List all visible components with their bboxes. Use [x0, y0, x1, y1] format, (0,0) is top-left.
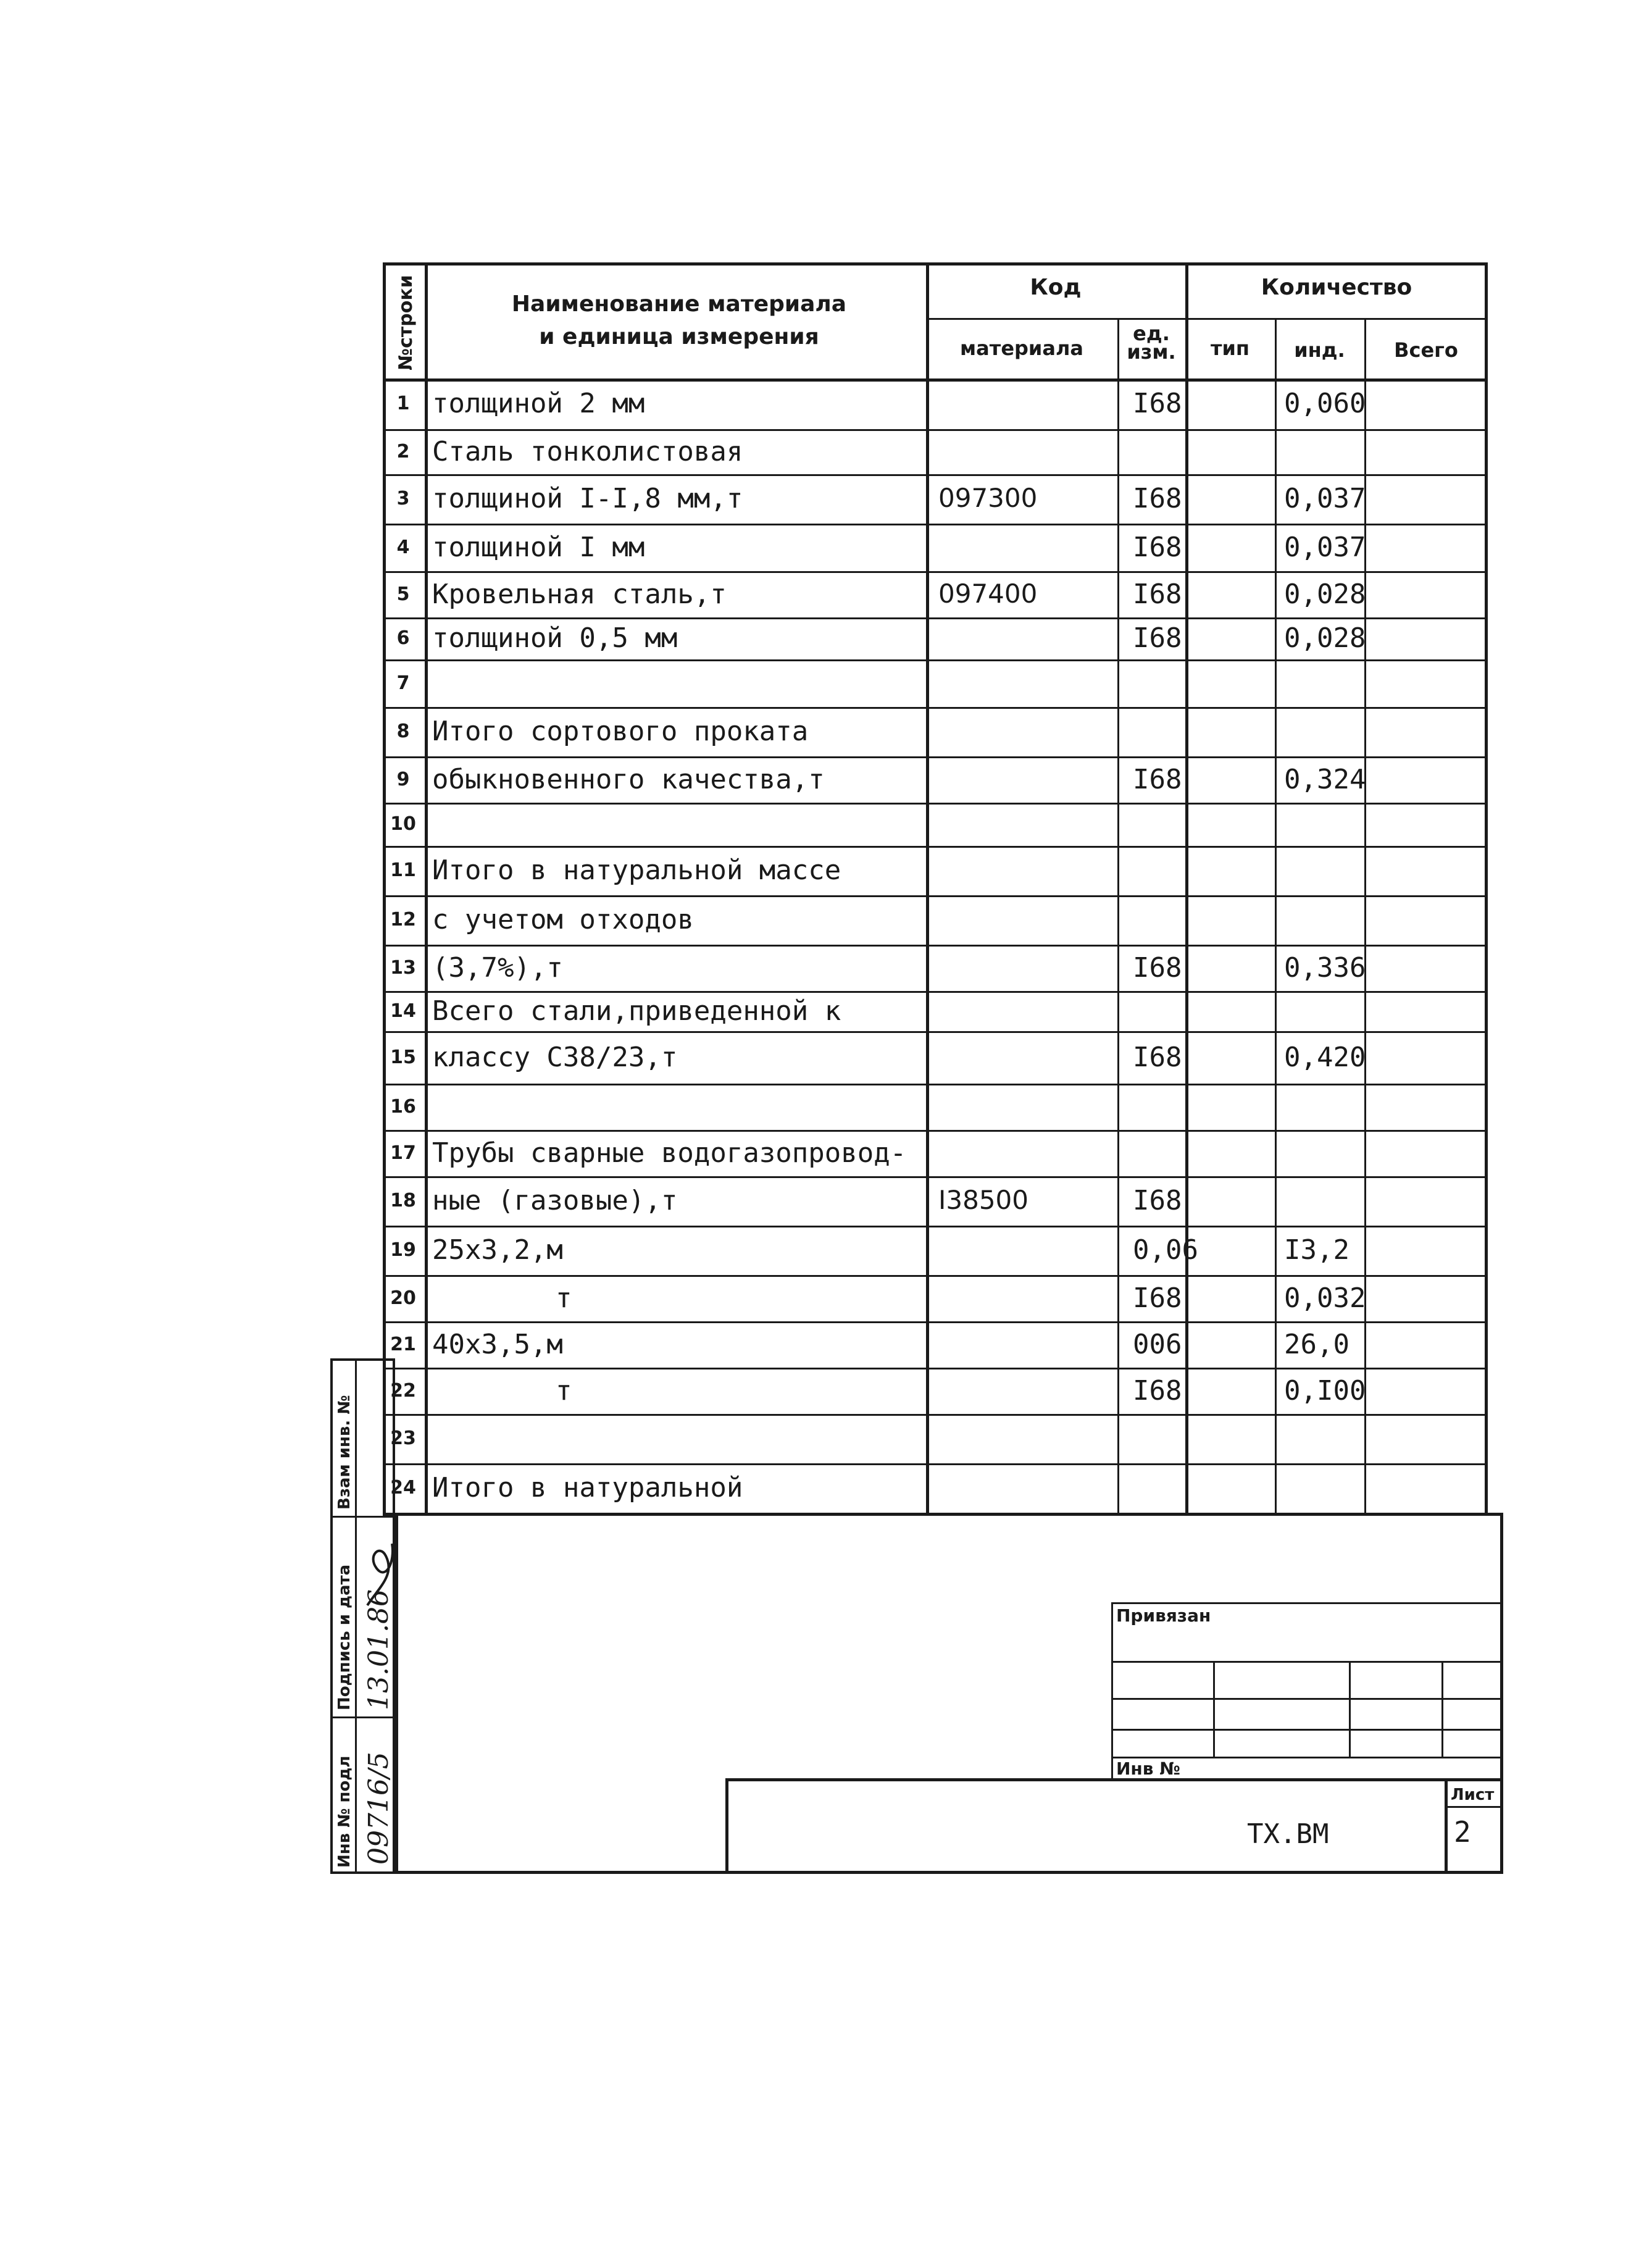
doc-code: ТХ.ВМ [1247, 1818, 1329, 1850]
unit-code: I68 [1133, 951, 1182, 984]
unit-code: 006 [1133, 1328, 1182, 1360]
signature-mark [361, 1537, 398, 1612]
row-separator [383, 474, 1488, 476]
row-separator [383, 991, 1488, 993]
sheet-label-line [1445, 1806, 1503, 1808]
qty-ind: 0,060 [1284, 388, 1366, 419]
qty-ind: 0,032 [1284, 1282, 1366, 1314]
material-name: т [556, 1374, 572, 1407]
row-number: 4 [396, 536, 410, 558]
material-name: толщиной I мм [432, 531, 645, 563]
privyazan-col-2 [1349, 1661, 1351, 1757]
row-number: 19 [390, 1239, 416, 1261]
title-block-sheet-left [1445, 1778, 1448, 1874]
material-name: Итого сортового проката [432, 716, 809, 747]
inv-value-handwritten: 09716/5 [363, 1752, 394, 1865]
row-number: 6 [396, 627, 410, 649]
row-separator [383, 1414, 1488, 1416]
title-block-frame [395, 1513, 1503, 1874]
row-separator [383, 1130, 1488, 1132]
material-name: толщиной 0,5 мм [432, 622, 678, 654]
name-header-line2: и единица измерения [539, 324, 819, 349]
row-number: 1 [396, 393, 410, 414]
row-number: 23 [390, 1428, 416, 1449]
title-block-top-split [1111, 1602, 1503, 1604]
row-separator [383, 1321, 1488, 1323]
row-separator [383, 1084, 1488, 1085]
row-number: 24 [390, 1477, 416, 1499]
material-name: обыкновенного качества,т [432, 763, 825, 795]
material-name: Кровельная сталь,т [432, 578, 727, 610]
material-name: 40х3,5,м [432, 1328, 563, 1360]
qty-ind-header: инд. [1294, 338, 1345, 362]
qty-ind: 0,324 [1284, 763, 1366, 795]
material-name: Сталь тонколистовая [432, 435, 743, 467]
row-separator [383, 1031, 1488, 1033]
material-code: 097400 [938, 578, 1038, 609]
qty-ind: 0,028 [1284, 622, 1366, 654]
unit-code: I68 [1133, 1374, 1182, 1407]
row-separator [383, 945, 1488, 947]
side-stamp-line-1 [330, 1516, 395, 1518]
row-number: 16 [390, 1095, 416, 1118]
row-number: 13 [390, 956, 416, 979]
unit-code: I68 [1133, 1041, 1182, 1073]
row-separator [383, 429, 1488, 431]
qty-ind: 0,037 [1284, 483, 1366, 514]
qty-ind: I3,2 [1284, 1234, 1350, 1266]
qty-ind: 26,0 [1284, 1328, 1350, 1360]
quantity-header: Количество [1261, 275, 1412, 300]
row-separator [383, 1275, 1488, 1277]
privyazan-row-1 [1111, 1661, 1503, 1663]
row-number: 17 [390, 1142, 416, 1164]
row-number: 15 [390, 1046, 416, 1068]
title-block-doc-left [725, 1778, 728, 1874]
header-bottom-line [383, 378, 1488, 382]
row-number: 11 [390, 859, 416, 881]
code-material-header: материала [960, 337, 1083, 360]
qty-ind: 0,420 [1284, 1041, 1366, 1073]
code-header: Код [1030, 275, 1082, 300]
privyazan-row-2 [1111, 1698, 1503, 1700]
unit-code: I68 [1133, 388, 1182, 419]
unit-code: I68 [1133, 763, 1182, 795]
material-name: Трубы сварные водогазопровод- [432, 1137, 907, 1169]
row-number: 21 [390, 1333, 416, 1355]
unit-code: I68 [1133, 578, 1182, 610]
row-separator [383, 571, 1488, 573]
replaced-inv-label: Взам инв. № [335, 1395, 354, 1510]
qty-ind: 0,I00 [1284, 1374, 1366, 1407]
col-line-name [926, 262, 929, 1516]
col-line-rownum [425, 262, 428, 1516]
row-number: 5 [396, 583, 410, 605]
row-number: 18 [390, 1190, 416, 1211]
row-number: 20 [390, 1287, 416, 1309]
material-code: I38500 [938, 1185, 1028, 1215]
row-separator [383, 895, 1488, 897]
qty-ind: 0,028 [1284, 578, 1366, 610]
inv-orig-label: Инв № подл [335, 1755, 354, 1868]
privyazan-col-3 [1441, 1661, 1443, 1757]
row-separator [383, 803, 1488, 805]
header-mid-line [926, 318, 1488, 320]
title-block-left-edge [1111, 1602, 1113, 1781]
row-separator [383, 756, 1488, 758]
row-number: 10 [390, 813, 416, 835]
sheet-number: 2 [1454, 1815, 1471, 1849]
qty-total-header: Всего [1394, 338, 1458, 362]
row-number: 2 [396, 440, 410, 462]
unit-code: 0,06 [1133, 1234, 1198, 1266]
privyazan-label: Привязан [1116, 1605, 1211, 1626]
material-name: толщиной I-I,8 мм,т [432, 483, 743, 514]
col-line-unit [1185, 262, 1188, 1516]
row-separator [383, 1463, 1488, 1465]
sheet-label: Лист [1451, 1786, 1495, 1804]
col-line-code [1117, 318, 1119, 1516]
material-name: классу С38/23,т [432, 1041, 678, 1073]
row-separator [383, 1368, 1488, 1369]
material-name: т [556, 1282, 572, 1314]
side-stamp-divider [355, 1358, 357, 1874]
name-header-line1: Наименование материала [511, 291, 847, 317]
privyazan-col-1 [1213, 1661, 1215, 1757]
col-line-type [1275, 318, 1277, 1516]
material-name: (3,7%),т [432, 951, 563, 984]
qty-ind: 0,037 [1284, 531, 1366, 563]
unit-code: I68 [1133, 531, 1182, 563]
title-block-bottom-split [725, 1778, 1503, 1781]
qty-ind: 0,336 [1284, 951, 1366, 984]
row-separator [383, 707, 1488, 709]
unit-code: I68 [1133, 483, 1182, 514]
row-separator [383, 617, 1488, 619]
unit-code: I68 [1133, 622, 1182, 654]
row-number: 9 [396, 768, 410, 790]
row-separator [383, 1176, 1488, 1178]
inv-no-label: Инв № [1116, 1758, 1180, 1779]
unit-code: I68 [1133, 1185, 1182, 1216]
qty-type-header: тип [1210, 337, 1250, 360]
side-stamp-line-2 [330, 1716, 395, 1718]
material-name: толщиной 2 мм [432, 388, 645, 419]
row-separator [383, 846, 1488, 848]
material-code: 097300 [938, 483, 1038, 513]
code-unit-header: ед. изм. [1127, 322, 1176, 364]
row-number: 8 [396, 721, 410, 742]
row-number: 7 [396, 672, 410, 694]
date-value-handwritten: 13.01.86 [363, 1589, 394, 1710]
unit-code: I68 [1133, 1282, 1182, 1314]
row-separator [383, 1226, 1488, 1227]
row-separator [383, 524, 1488, 525]
material-name: Итого в натуральной массе [432, 855, 841, 886]
row-number: 14 [390, 1000, 416, 1022]
row-separator [383, 659, 1488, 661]
material-name: 25х3,2,м [432, 1234, 563, 1266]
signature-date-label: Подпись и дата [335, 1564, 354, 1710]
row-number: 22 [390, 1379, 416, 1402]
row-number-header: №строки [395, 275, 417, 370]
row-number: 12 [390, 909, 416, 930]
material-name: Всего стали,приведенной к [432, 995, 841, 1027]
privyazan-row-3 [1111, 1729, 1503, 1731]
material-name: с учетом отходов [432, 904, 694, 935]
material-name: Итого в натуральной [432, 1472, 743, 1503]
row-number: 3 [396, 488, 410, 509]
material-name: ные (газовые),т [432, 1185, 678, 1216]
